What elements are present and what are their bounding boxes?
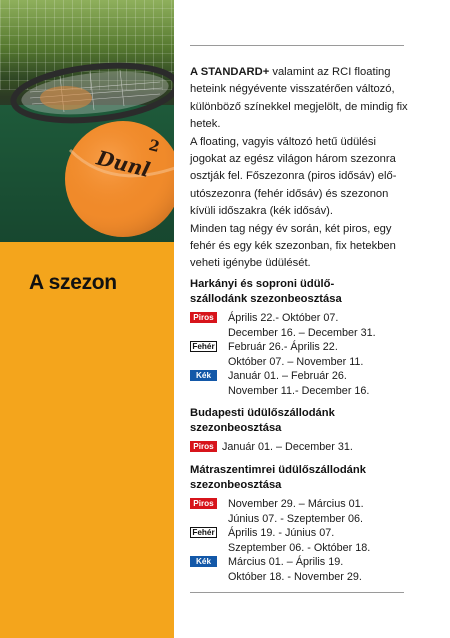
page-title: A szezon xyxy=(29,271,117,294)
season-row-piros xyxy=(190,311,410,340)
piros-badge: Piros xyxy=(190,441,217,452)
kek-badge: Kék xyxy=(190,370,217,381)
season-row-kek xyxy=(190,555,410,584)
top-divider xyxy=(190,45,404,46)
season-row-feher xyxy=(190,340,410,369)
date-range: Április 22.- Október 07. xyxy=(228,312,339,324)
date-range: Január 01. – December 31. xyxy=(222,441,353,453)
left-orange-column xyxy=(0,0,174,638)
date-range: Október 18. - November 29. xyxy=(228,570,362,583)
tennis-photo xyxy=(0,0,174,242)
date-range: Február 26.- Április 22. xyxy=(228,341,338,354)
section-heading: Budapesti üdülőszállodánk szezonbeosztása xyxy=(190,407,335,434)
section-heading: Harkányi és soproni üdülő-szállodánk szezonbeosztása xyxy=(190,278,342,305)
season-section-matraszentimre xyxy=(190,463,410,585)
date-range: Április 19. - Június 07. xyxy=(228,527,335,540)
season-row-kek xyxy=(190,369,410,398)
intro-paragraph-3: Minden tag négy év során, két piros, egy fehér és egy kék szezonban, fix hetekben veheti igénybe üdülését. xyxy=(190,222,396,270)
season-section-harkany-sopron xyxy=(190,277,410,399)
section-heading: Mátraszentimrei üdülőszállodánk szezonbeosztása xyxy=(190,464,366,491)
date-range: November 11.- December 16. xyxy=(228,384,370,397)
date-range: Június 07. - Szeptember 06. xyxy=(228,512,364,525)
intro-paragraph-2: A floating, vagyis változó hetű üdülési jogokat az egész világon három szezonra osztják fel. Főszezonra (piros idősáv) elő-utószezonra (fehér idősáv) és szezonon kívüli időszakra (kék idősáv). xyxy=(190,135,397,218)
date-range: December 16. – December 31. xyxy=(228,326,376,339)
feher-badge: Fehér xyxy=(190,341,217,352)
season-row-piros xyxy=(190,440,410,455)
intro-p1-rest: valamint az RCI floating heteink négyévente visszatérően változó, különböző színekkel megjelölt, de mindig fix hetek. xyxy=(190,66,408,131)
season-row-feher xyxy=(190,526,410,555)
date-range: Október 07. – November 11. xyxy=(228,355,364,368)
date-range: Március 01. – Április 19. xyxy=(228,556,344,569)
season-row-piros xyxy=(190,497,410,526)
date-range: November 29. – Március 01. xyxy=(228,498,364,510)
kek-badge: Kék xyxy=(190,556,217,567)
ball-number-text: 2 xyxy=(147,135,162,156)
feher-badge: Fehér xyxy=(190,527,217,538)
tennis-ball-and-racket-icon xyxy=(0,0,174,242)
intro-text xyxy=(190,64,410,273)
piros-badge: Piros xyxy=(190,312,217,323)
date-range: Január 01. – Február 26. xyxy=(228,370,347,383)
intro-lead: A STANDARD+ xyxy=(190,66,270,78)
ball-brand-text: Dunl xyxy=(94,145,153,182)
intro-paragraph-1 xyxy=(190,64,410,134)
date-range: Szeptember 06. - Október 18. xyxy=(228,541,371,554)
bottom-divider xyxy=(190,592,404,593)
season-section-budapest xyxy=(190,406,410,455)
piros-badge: Piros xyxy=(190,498,217,509)
